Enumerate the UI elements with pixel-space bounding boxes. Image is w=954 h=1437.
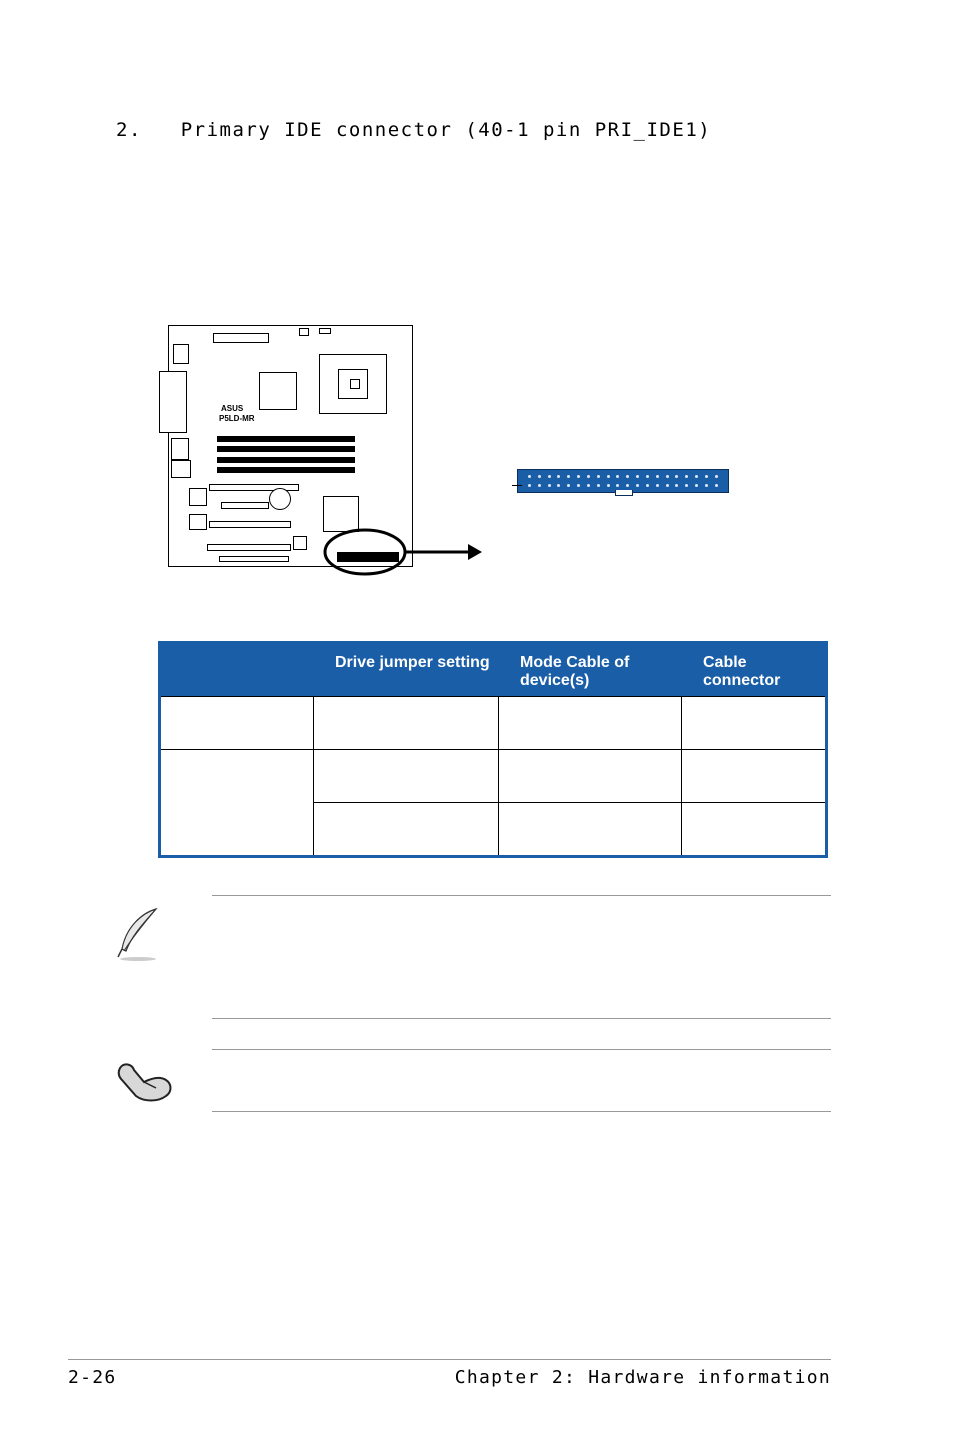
header [319, 328, 331, 334]
battery [269, 488, 291, 510]
rear-io-ports [159, 371, 187, 433]
caution-top-rule [212, 1049, 831, 1050]
table-header-cell: Cable connector [681, 643, 827, 697]
table-cell [498, 750, 681, 803]
table-row [160, 750, 827, 803]
section-title: 2. Primary IDE connector (40-1 pin PRI_IDE1) [116, 119, 712, 141]
chip [293, 536, 307, 550]
ide-settings-table [158, 641, 828, 858]
table-cell [160, 697, 314, 750]
hand-icon [114, 1058, 176, 1104]
callout-arrow [320, 520, 490, 580]
northbridge-chip [259, 372, 297, 410]
expansion-slot [209, 521, 291, 528]
rear-io-port [173, 344, 189, 364]
brand-label: ASUS [221, 404, 244, 413]
cpu-socket [319, 354, 387, 414]
note-bottom-rule [212, 1018, 831, 1019]
chip [189, 514, 207, 530]
chip [189, 488, 207, 506]
table-cell [681, 697, 827, 750]
table-cell [681, 750, 827, 803]
chapter-title: Chapter 2: Hardware information [454, 1367, 831, 1388]
table-row [160, 697, 827, 750]
page-number: 2-26 [68, 1367, 117, 1388]
table-cell [681, 803, 827, 857]
floppy-connector [219, 556, 289, 562]
table-cell [160, 750, 314, 857]
connector-key-notch [615, 490, 633, 496]
table-header-cell: Mode Cable of device(s) [498, 643, 681, 697]
board-model-label: P5LD-MR [219, 414, 255, 423]
feather-pen-icon [112, 905, 160, 963]
table-cell [498, 697, 681, 750]
table-cell [498, 803, 681, 857]
dimm-slot [217, 457, 355, 463]
dimm-slot [217, 436, 355, 442]
table-cell [313, 750, 498, 803]
table-cell [313, 803, 498, 857]
table-cell [313, 697, 498, 750]
table-header-cell [160, 643, 314, 697]
table-header-row [160, 643, 827, 697]
header [299, 328, 309, 336]
dimm-slot [217, 467, 355, 473]
table-header-cell: Drive jumper setting [313, 643, 498, 697]
caution-bottom-rule [212, 1111, 831, 1112]
footer-rule [68, 1359, 831, 1360]
dimm-slot [217, 446, 355, 452]
expansion-slot [207, 544, 291, 551]
expansion-slot [221, 502, 269, 509]
pin1-indicator [512, 485, 522, 486]
parallel-port [213, 333, 269, 343]
ide-pin-connector [517, 469, 729, 493]
rear-io-port [171, 438, 189, 460]
rear-io-port [171, 460, 191, 478]
note-top-rule [212, 895, 831, 896]
